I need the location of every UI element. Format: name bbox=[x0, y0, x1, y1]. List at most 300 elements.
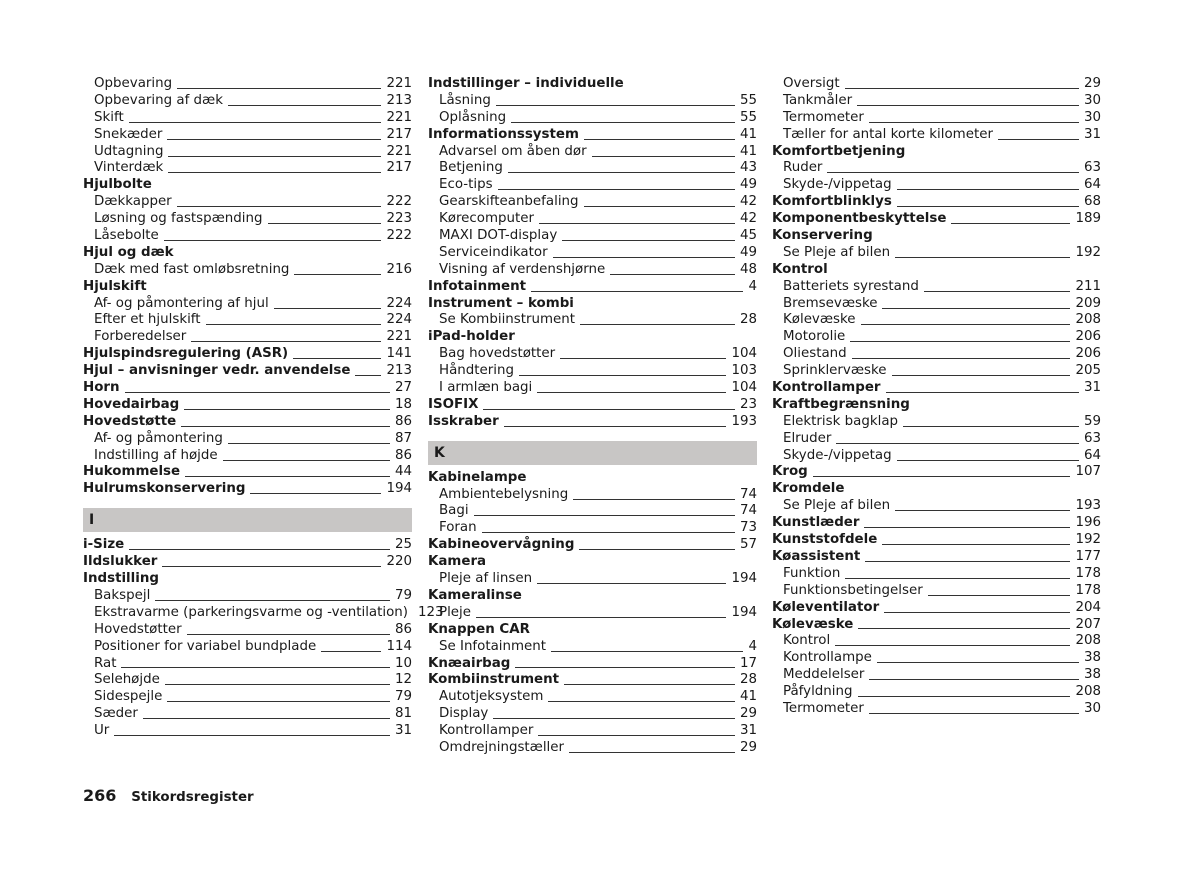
entry-label: Gearskifteanbefaling bbox=[439, 194, 579, 210]
index-subentry bbox=[772, 684, 1101, 701]
leader-line bbox=[835, 645, 1070, 646]
entry-page-number: 29 bbox=[739, 739, 757, 755]
leader-line bbox=[592, 156, 735, 157]
entry-label: Påfyldning bbox=[783, 684, 853, 700]
entry-label: Elektrisk bagklap bbox=[783, 413, 899, 429]
section-title: Stikordsregister bbox=[131, 790, 254, 805]
leader-line bbox=[584, 139, 735, 140]
entry-label: MAXI DOT-display bbox=[439, 228, 558, 244]
entry-page-number: 209 bbox=[1075, 295, 1101, 311]
entry-page-number: 207 bbox=[1075, 616, 1101, 632]
entry-label: Betjening bbox=[439, 160, 503, 176]
leader-line bbox=[903, 426, 1079, 427]
index-subentry bbox=[772, 498, 1101, 515]
leader-line bbox=[813, 476, 1071, 477]
leader-line bbox=[864, 527, 1070, 528]
entry-page-number: 208 bbox=[1075, 312, 1101, 328]
leader-line bbox=[250, 493, 381, 494]
index-entry bbox=[772, 464, 1101, 481]
entry-label: Bremsevæske bbox=[783, 295, 878, 311]
index-entry bbox=[772, 194, 1101, 211]
entry-label: Termometer bbox=[783, 700, 864, 716]
leader-line bbox=[482, 532, 735, 533]
entry-page-number: 193 bbox=[731, 413, 757, 429]
entry-label: Konservering bbox=[772, 228, 873, 244]
entry-page-number: 86 bbox=[394, 621, 412, 637]
entry-page-number: 177 bbox=[1075, 548, 1101, 564]
leader-line bbox=[537, 583, 726, 584]
leader-line bbox=[531, 291, 743, 292]
leader-line bbox=[884, 612, 1070, 613]
index-subentry bbox=[428, 262, 757, 279]
index-subentry bbox=[83, 622, 412, 639]
leader-line bbox=[125, 392, 390, 393]
index-subentry bbox=[428, 520, 757, 537]
entry-label: Oplåsning bbox=[439, 109, 507, 125]
entry-page-number: 114 bbox=[386, 638, 412, 654]
entry-page-number: 55 bbox=[739, 92, 757, 108]
entry-label: Omdrejningstæller bbox=[439, 739, 565, 755]
entry-page-number: 81 bbox=[394, 706, 412, 722]
leader-line bbox=[168, 156, 381, 157]
section-letter-header: I bbox=[83, 508, 412, 532]
entry-page-number: 221 bbox=[386, 329, 412, 345]
entry-label: Kamera bbox=[428, 554, 487, 570]
index-subentry bbox=[83, 448, 412, 465]
entry-page-number: 104 bbox=[731, 346, 757, 362]
index-subentry bbox=[428, 689, 757, 706]
leader-line bbox=[579, 549, 735, 550]
index-subentry bbox=[772, 76, 1101, 93]
entry-label: Kromdele bbox=[772, 481, 845, 497]
index-entry bbox=[772, 211, 1101, 228]
leader-line bbox=[519, 375, 726, 376]
entry-label: Kontrollampe bbox=[783, 650, 872, 666]
leader-line bbox=[560, 358, 726, 359]
index-entry bbox=[83, 464, 412, 481]
entry-page-number: 27 bbox=[394, 380, 412, 396]
index-entry bbox=[772, 617, 1101, 634]
index-entry bbox=[83, 537, 412, 554]
leader-line bbox=[882, 308, 1070, 309]
leader-line bbox=[223, 460, 390, 461]
entry-label: Oversigt bbox=[783, 76, 840, 91]
entry-page-number: 79 bbox=[394, 689, 412, 705]
index-entry bbox=[83, 397, 412, 414]
entry-label: Bakspejl bbox=[94, 587, 151, 603]
entry-page-number: 10 bbox=[394, 655, 412, 671]
entry-page-number: 223 bbox=[386, 211, 412, 227]
leader-line bbox=[177, 206, 382, 207]
index-column-1 bbox=[83, 76, 444, 740]
index-subentry bbox=[428, 503, 757, 520]
leader-line bbox=[476, 617, 726, 618]
entry-page-number: 38 bbox=[1083, 650, 1101, 666]
index-entry bbox=[428, 656, 757, 673]
entry-label: Autotjeksystem bbox=[439, 689, 544, 705]
index-entry bbox=[428, 397, 757, 414]
entry-page-number: 73 bbox=[739, 520, 757, 536]
entry-label: ISOFIX bbox=[428, 396, 479, 412]
entry-label: Indstillinger – individuelle bbox=[428, 76, 624, 91]
index-subentry bbox=[428, 160, 757, 177]
entry-page-number: 23 bbox=[739, 396, 757, 412]
index-subentry bbox=[83, 588, 412, 605]
index-entry bbox=[83, 481, 412, 498]
index-entry bbox=[428, 127, 757, 144]
leader-line bbox=[897, 460, 1079, 461]
entry-page-number: 221 bbox=[386, 76, 412, 91]
index-entry bbox=[772, 144, 1101, 161]
entry-label: Eco-tips bbox=[439, 177, 493, 193]
index-entry bbox=[83, 380, 412, 397]
page-footer bbox=[83, 786, 254, 805]
entry-page-number: 178 bbox=[1075, 565, 1101, 581]
leader-line bbox=[155, 600, 390, 601]
entry-label: Ur bbox=[94, 723, 110, 739]
index-subentry bbox=[83, 93, 412, 110]
entry-page-number: 205 bbox=[1075, 363, 1101, 379]
index-column-2 bbox=[428, 76, 757, 757]
entry-label: Snekæder bbox=[94, 126, 163, 142]
entry-label: Efter et hjulskift bbox=[94, 312, 201, 328]
leader-line bbox=[164, 240, 382, 241]
entry-label: Kombiinstrument bbox=[428, 672, 560, 688]
leader-line bbox=[928, 595, 1071, 596]
entry-page-number: 216 bbox=[386, 261, 412, 277]
entry-label: Hjulbolte bbox=[83, 177, 152, 193]
entry-page-number: 17 bbox=[739, 655, 757, 671]
entry-page-number: 59 bbox=[1083, 413, 1101, 429]
index-entry bbox=[772, 228, 1101, 245]
index-subentry bbox=[428, 110, 757, 127]
index-subentry bbox=[772, 363, 1101, 380]
entry-label: Kontrol bbox=[772, 261, 828, 277]
entry-label: Sidespejle bbox=[94, 689, 163, 705]
entry-label: Hovedstøtte bbox=[83, 413, 177, 429]
entry-page-number: 30 bbox=[1083, 700, 1101, 716]
entry-label: Hovedstøtter bbox=[94, 621, 182, 637]
leader-line bbox=[498, 189, 735, 190]
index-subentry bbox=[428, 639, 757, 656]
leader-line bbox=[355, 375, 381, 376]
entry-label: Opbevaring af dæk bbox=[94, 92, 223, 108]
index-subentry bbox=[428, 723, 757, 740]
entry-label: Komfortblinklys bbox=[772, 194, 892, 210]
entry-label: Ruder bbox=[783, 160, 823, 176]
leader-line bbox=[882, 544, 1070, 545]
entry-label: i-Size bbox=[83, 537, 125, 553]
entry-page-number: 57 bbox=[739, 537, 757, 553]
leader-line bbox=[515, 667, 735, 668]
entry-page-number: 49 bbox=[739, 177, 757, 193]
index-entry bbox=[83, 554, 412, 571]
leader-line bbox=[869, 679, 1079, 680]
leader-line bbox=[827, 172, 1079, 173]
index-subentry bbox=[772, 110, 1101, 127]
entry-label: Bagi bbox=[439, 503, 469, 519]
index-entry bbox=[428, 672, 757, 689]
index-subentry bbox=[83, 228, 412, 245]
index-subentry bbox=[772, 127, 1101, 144]
index-entry bbox=[428, 76, 757, 93]
index-subentry bbox=[772, 296, 1101, 313]
index-entry bbox=[772, 380, 1101, 397]
entry-page-number: 30 bbox=[1083, 109, 1101, 125]
leader-line bbox=[858, 628, 1070, 629]
index-entry bbox=[83, 571, 412, 588]
leader-line bbox=[897, 206, 1079, 207]
leader-line bbox=[167, 701, 390, 702]
entry-label: Ambientebelysning bbox=[439, 486, 569, 502]
leader-line bbox=[493, 718, 735, 719]
leader-line bbox=[573, 499, 735, 500]
entry-label: Kunstlæder bbox=[772, 515, 860, 531]
leader-line bbox=[483, 409, 734, 410]
entry-page-number: 48 bbox=[739, 261, 757, 277]
index-entry bbox=[83, 245, 412, 262]
leader-line bbox=[865, 561, 1070, 562]
entry-page-number: 178 bbox=[1075, 582, 1101, 598]
entry-page-number: 86 bbox=[394, 413, 412, 429]
entry-label: Serviceindikator bbox=[439, 244, 548, 260]
index-entry bbox=[428, 622, 757, 639]
index-entry bbox=[772, 397, 1101, 414]
entry-label: Kørecomputer bbox=[439, 211, 535, 227]
entry-page-number: 31 bbox=[1083, 126, 1101, 142]
entry-page-number: 222 bbox=[386, 228, 412, 244]
entry-page-number: 28 bbox=[739, 672, 757, 688]
index-entry bbox=[428, 296, 757, 313]
entry-page-number: 213 bbox=[386, 92, 412, 108]
entry-label: Hjul og dæk bbox=[83, 244, 174, 260]
index-subentry bbox=[428, 177, 757, 194]
leader-line bbox=[553, 257, 735, 258]
entry-page-number: 87 bbox=[394, 430, 412, 446]
index-entry bbox=[428, 537, 757, 554]
entry-label: Sprinklervæske bbox=[783, 363, 887, 379]
entry-page-number: 141 bbox=[386, 346, 412, 362]
entry-label: I armlæn bagi bbox=[439, 380, 533, 396]
leader-line bbox=[167, 139, 381, 140]
entry-label: Hulrumskonservering bbox=[83, 481, 246, 497]
entry-label: Komfortbetjening bbox=[772, 143, 906, 159]
entry-label: Hovedairbag bbox=[83, 396, 180, 412]
entry-label: Pleje bbox=[439, 604, 471, 620]
entry-page-number: 41 bbox=[739, 126, 757, 142]
leader-line bbox=[861, 324, 1071, 325]
leader-line bbox=[580, 324, 735, 325]
leader-line bbox=[538, 735, 735, 736]
index-subentry bbox=[428, 194, 757, 211]
entry-page-number: 4 bbox=[748, 278, 757, 294]
leader-line bbox=[181, 426, 390, 427]
leader-line bbox=[886, 392, 1079, 393]
entry-label: Indstilling af højde bbox=[94, 447, 218, 463]
entry-page-number: 204 bbox=[1075, 599, 1101, 615]
entry-label: Indstilling bbox=[83, 571, 159, 587]
entry-page-number: 213 bbox=[386, 363, 412, 379]
entry-label: Komponentbeskyttelse bbox=[772, 211, 947, 227]
leader-line bbox=[168, 172, 381, 173]
index-entry bbox=[83, 363, 412, 380]
entry-label: Skyde-/vippetag bbox=[783, 447, 892, 463]
leader-line bbox=[121, 667, 389, 668]
entry-label: Foran bbox=[439, 520, 477, 536]
leader-line bbox=[504, 426, 727, 427]
entry-page-number: 64 bbox=[1083, 177, 1101, 193]
index-entry bbox=[428, 279, 757, 296]
entry-page-number: 29 bbox=[739, 706, 757, 722]
entry-page-number: 211 bbox=[1075, 278, 1101, 294]
leader-line bbox=[165, 684, 390, 685]
leader-line bbox=[537, 392, 726, 393]
entry-label: Funktion bbox=[783, 565, 841, 581]
entry-label: Bag hovedstøtter bbox=[439, 346, 556, 362]
entry-label: Oliestand bbox=[783, 346, 847, 362]
leader-line bbox=[584, 206, 735, 207]
entry-page-number: 31 bbox=[394, 723, 412, 739]
index-subentry bbox=[772, 414, 1101, 431]
entry-label: Opbevaring bbox=[94, 76, 173, 91]
entry-page-number: 64 bbox=[1083, 447, 1101, 463]
entry-label: Se Pleje af bilen bbox=[783, 498, 891, 514]
index-subentry bbox=[428, 706, 757, 723]
index-subentry bbox=[83, 639, 412, 656]
entry-label: Dæk med fast omløbsretning bbox=[94, 261, 290, 277]
entry-label: Kontrol bbox=[783, 633, 831, 649]
entry-label: Kølevæske bbox=[783, 312, 856, 328]
entry-page-number: 63 bbox=[1083, 160, 1101, 176]
entry-page-number: 41 bbox=[739, 689, 757, 705]
index-subentry bbox=[772, 583, 1101, 600]
leader-line bbox=[924, 291, 1071, 292]
index-entry bbox=[83, 346, 412, 363]
section-letter-header: K bbox=[428, 441, 757, 465]
entry-label: Hjulspindsregulering (ASR) bbox=[83, 346, 289, 362]
entry-label: Selehøjde bbox=[94, 672, 160, 688]
entry-label: Ekstravarme (parkeringsvarme og -ventilation) bbox=[94, 604, 409, 620]
entry-page-number: 30 bbox=[1083, 92, 1101, 108]
index-entry bbox=[428, 329, 757, 346]
index-subentry bbox=[83, 706, 412, 723]
entry-page-number: 123 bbox=[418, 604, 444, 620]
index-subentry bbox=[772, 448, 1101, 465]
index-subentry bbox=[428, 245, 757, 262]
leader-line bbox=[187, 634, 390, 635]
entry-label: Vinterdæk bbox=[94, 160, 164, 176]
entry-label: Kraftbegrænsning bbox=[772, 396, 910, 412]
index-entry bbox=[772, 515, 1101, 532]
entry-page-number: 222 bbox=[386, 194, 412, 210]
leader-line bbox=[228, 443, 390, 444]
entry-page-number: 193 bbox=[1075, 498, 1101, 514]
leader-line bbox=[562, 240, 735, 241]
index-subentry bbox=[772, 245, 1101, 262]
entry-label: Isskraber bbox=[428, 413, 499, 429]
entry-label: Positioner for variabel bundplade bbox=[94, 638, 317, 654]
index-subentry bbox=[83, 296, 412, 313]
entry-label: Krog bbox=[772, 464, 808, 480]
index-subentry bbox=[428, 346, 757, 363]
leader-line bbox=[162, 566, 381, 567]
entry-label: Se Kombiinstrument bbox=[439, 312, 576, 328]
entry-label: Skyde-/vippetag bbox=[783, 177, 892, 193]
index-subentry bbox=[772, 346, 1101, 363]
entry-label: Køleventilator bbox=[772, 599, 880, 615]
leader-line bbox=[511, 122, 735, 123]
entry-label: Forberedelser bbox=[94, 329, 187, 345]
index-subentry bbox=[83, 144, 412, 161]
leader-line bbox=[569, 752, 735, 753]
entry-label: Visning af verdenshjørne bbox=[439, 261, 606, 277]
entry-page-number: 194 bbox=[386, 481, 412, 497]
leader-line bbox=[268, 223, 382, 224]
entry-label: Knappen CAR bbox=[428, 621, 530, 637]
index-subentry bbox=[772, 650, 1101, 667]
entry-label: Hukommelse bbox=[83, 464, 181, 480]
index-subentry bbox=[428, 363, 757, 380]
index-subentry bbox=[428, 144, 757, 161]
index-subentry bbox=[772, 160, 1101, 177]
index-subentry bbox=[428, 93, 757, 110]
index-entry bbox=[772, 532, 1101, 549]
entry-label: Kabineovervågning bbox=[428, 537, 575, 553]
index-subentry bbox=[83, 329, 412, 346]
index-entry bbox=[83, 279, 412, 296]
leader-line bbox=[564, 684, 735, 685]
entry-label: Låsning bbox=[439, 92, 491, 108]
entry-label: Batteriets syrestand bbox=[783, 278, 919, 294]
entry-label: Kabinelampe bbox=[428, 469, 527, 485]
leader-line bbox=[539, 223, 735, 224]
entry-page-number: 103 bbox=[731, 363, 757, 379]
entry-page-number: 38 bbox=[1083, 667, 1101, 683]
leader-line bbox=[294, 274, 381, 275]
index-subentry bbox=[772, 329, 1101, 346]
leader-line bbox=[191, 341, 381, 342]
entry-label: Af- og påmontering af hjul bbox=[94, 295, 269, 311]
entry-page-number: 74 bbox=[739, 503, 757, 519]
index-subentry bbox=[772, 667, 1101, 684]
entry-label: Advarsel om åben dør bbox=[439, 143, 587, 159]
entry-page-number: 42 bbox=[739, 211, 757, 227]
index-subentry bbox=[83, 672, 412, 689]
leader-line bbox=[897, 189, 1079, 190]
leader-line bbox=[548, 701, 734, 702]
index-subentry bbox=[83, 262, 412, 279]
leader-line bbox=[474, 515, 735, 516]
leader-line bbox=[185, 476, 390, 477]
entry-page-number: 12 bbox=[394, 672, 412, 688]
entry-page-number: 31 bbox=[1083, 380, 1101, 396]
entry-label: Sæder bbox=[94, 706, 138, 722]
entry-page-number: 28 bbox=[739, 312, 757, 328]
entry-label: Låsebolte bbox=[94, 228, 159, 244]
entry-page-number: 221 bbox=[386, 143, 412, 159]
index-subentry bbox=[772, 566, 1101, 583]
index-subentry bbox=[428, 740, 757, 757]
entry-page-number: 107 bbox=[1075, 464, 1101, 480]
entry-page-number: 86 bbox=[394, 447, 412, 463]
entry-page-number: 196 bbox=[1075, 515, 1101, 531]
entry-label: Se Infotainment bbox=[439, 638, 547, 654]
entry-page-number: 206 bbox=[1075, 329, 1101, 345]
entry-label: Hjul – anvisninger vedr. anvendelse bbox=[83, 363, 351, 379]
entry-label: Ildslukker bbox=[83, 554, 158, 570]
index-entry bbox=[83, 177, 412, 194]
entry-label: Af- og påmontering bbox=[94, 430, 223, 446]
